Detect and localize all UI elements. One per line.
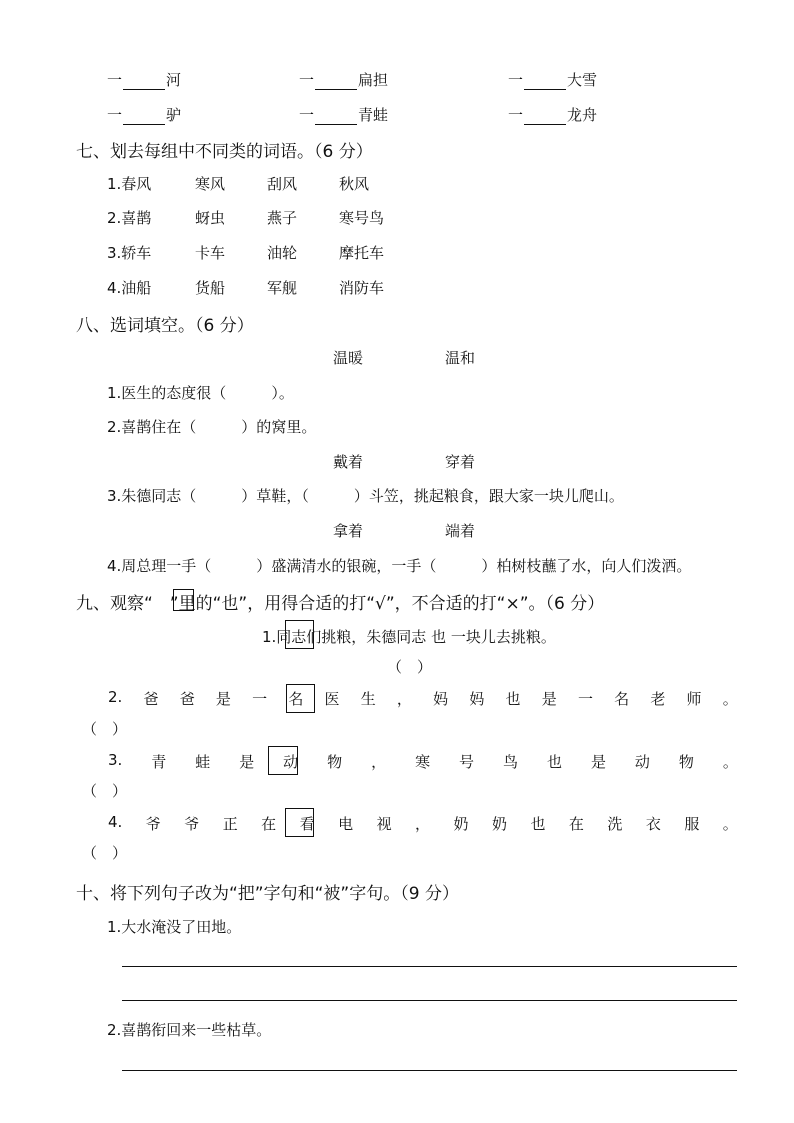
- prefix: 一: [107, 71, 123, 89]
- answer-blank[interactable]: [123, 108, 165, 125]
- sentence-char: 动: [283, 753, 299, 771]
- word-choice: 拿着: [333, 522, 364, 540]
- answer-line[interactable]: [122, 966, 737, 967]
- sentence-char: 一: [252, 690, 268, 708]
- word[interactable]: 货船: [195, 279, 226, 297]
- noun: 驴: [166, 106, 182, 124]
- highlight-box: [285, 808, 314, 837]
- highlight-box: [285, 620, 314, 649]
- sentence-char: 物: [678, 753, 694, 771]
- sentence-char: 看: [299, 815, 315, 833]
- s8-question-3[interactable]: 3.朱德同志（ ）草鞋，（ ）斗笠，挑起粮食，跟大家一块儿爬山。: [107, 487, 624, 505]
- s9-question-2: [108, 688, 738, 709]
- s9-question-3: [108, 751, 738, 772]
- word[interactable]: 寒号鸟: [339, 209, 385, 227]
- sentence-char: 是: [541, 690, 557, 708]
- sentence-char: 服: [684, 815, 700, 833]
- sentence-char: 2.: [108, 688, 123, 706]
- sentence-char: 是: [215, 690, 231, 708]
- answer-blank[interactable]: [524, 108, 566, 125]
- sentence-char: 。: [722, 690, 738, 708]
- title-box-icon: [173, 589, 194, 611]
- sentence-char: 鸟: [503, 753, 519, 771]
- sentence-char: 电: [338, 815, 354, 833]
- answer-line[interactable]: [122, 1000, 737, 1001]
- answer-blank[interactable]: [315, 73, 357, 90]
- sentence-char: 医: [324, 690, 340, 708]
- highlight-box: [268, 746, 298, 775]
- word[interactable]: 1.春风: [107, 175, 152, 193]
- word-choice: 温和: [445, 349, 476, 367]
- s8-question-2[interactable]: 2.喜鹊住在（ ）的窝里。: [107, 418, 317, 436]
- answer-blank[interactable]: [315, 108, 357, 125]
- sentence-char: 奶: [453, 815, 469, 833]
- noun: 青蛙: [358, 106, 389, 124]
- word[interactable]: 2.喜鹊: [107, 209, 152, 227]
- noun: 河: [166, 71, 182, 89]
- word[interactable]: 4.油船: [107, 279, 152, 297]
- sentence-char: 也: [530, 815, 546, 833]
- sentence-char: 名: [614, 690, 630, 708]
- sentence-char: 衣: [645, 815, 661, 833]
- sentence-char: 。: [722, 753, 738, 771]
- fill-item: [508, 69, 597, 90]
- sentence-char: 3.: [108, 751, 123, 769]
- sentence-char: 爷: [184, 815, 200, 833]
- answer-paren[interactable]: （ ）: [82, 720, 128, 738]
- fill-item: [299, 69, 388, 90]
- sentence-char: 正: [222, 815, 238, 833]
- sentence-char: 视: [376, 815, 392, 833]
- sentence-char: 也: [505, 690, 521, 708]
- prefix: 一: [299, 71, 315, 89]
- sentence-char: 妈: [433, 690, 449, 708]
- word[interactable]: 消防车: [339, 279, 385, 297]
- sentence-char: 也: [546, 753, 562, 771]
- word[interactable]: 摩托车: [339, 244, 385, 262]
- sentence-char: ，: [371, 753, 387, 771]
- s10-question-2: 2.喜鹊衔回来一些枯草。: [107, 1021, 272, 1039]
- prefix: 一: [508, 71, 524, 89]
- sentence-char: 爷: [145, 815, 161, 833]
- section-7-title: 七、划去每组中不同类的词语。（6 分）: [76, 142, 373, 162]
- answer-paren[interactable]: （ ）: [82, 782, 128, 800]
- sentence-char: 师: [686, 690, 702, 708]
- s8-question-1[interactable]: 1.医生的态度很（ ）。: [107, 384, 294, 402]
- noun: 扁担: [358, 71, 389, 89]
- noun: 龙舟: [567, 106, 598, 124]
- word[interactable]: 刮风: [267, 175, 298, 193]
- sentence-char: 动: [634, 753, 650, 771]
- sentence-char: 物: [327, 753, 343, 771]
- answer-blank[interactable]: [524, 73, 566, 90]
- sentence-char: 寒: [415, 753, 431, 771]
- word[interactable]: 3.轿车: [107, 244, 152, 262]
- sentence-char: 4.: [108, 813, 123, 831]
- word-choice: 温暖: [333, 349, 364, 367]
- fill-item: [508, 104, 597, 125]
- answer-blank[interactable]: [123, 73, 165, 90]
- s8-question-4[interactable]: 4.周总理一手（ ）盛满清水的银碗，一手（ ）柏树枝蘸了水，向人们泼洒。: [107, 557, 692, 575]
- sentence-char: 洗: [607, 815, 623, 833]
- sentence-char: 爸: [143, 690, 159, 708]
- sentence-char: 奶: [491, 815, 507, 833]
- sentence-char: 号: [459, 753, 475, 771]
- section-9-title: 九、观察“ ”里的“也”，用得合适的打“√”，不合适的打“×”。（6 分）: [76, 594, 605, 614]
- answer-paren[interactable]: （ ）: [82, 844, 128, 862]
- prefix: 一: [107, 106, 123, 124]
- sentence-char: 名: [288, 690, 304, 708]
- s10-question-1: 1.大水淹没了田地。: [107, 918, 242, 936]
- noun: 大雪: [567, 71, 598, 89]
- sentence-char: 是: [239, 753, 255, 771]
- fill-item: [107, 69, 181, 90]
- word-choice: 戴着: [333, 453, 364, 471]
- s9-question-4: [108, 813, 738, 834]
- sentence-char: 一: [577, 690, 593, 708]
- word[interactable]: 蚜虫: [195, 209, 226, 227]
- word[interactable]: 卡车: [195, 244, 226, 262]
- word[interactable]: 油轮: [267, 244, 298, 262]
- word[interactable]: 燕子: [267, 209, 298, 227]
- sentence-char: 青: [151, 753, 167, 771]
- section-8-title: 八、选词填空。（6 分）: [76, 316, 254, 336]
- sentence-char: ，: [415, 815, 431, 833]
- answer-line[interactable]: [122, 1070, 737, 1071]
- sentence-char: 。: [722, 815, 738, 833]
- section-10-title: 十、将下列句子改为“把”字句和“被”字句。（9 分）: [76, 884, 459, 904]
- word-choice: 端着: [445, 522, 476, 540]
- prefix: 一: [508, 106, 524, 124]
- sentence-char: 妈: [469, 690, 485, 708]
- answer-paren[interactable]: （ ）: [387, 658, 433, 676]
- sentence-char: 蛙: [195, 753, 211, 771]
- s9-question-1: 1.同志们挑粮，朱德同志 也 一块儿去挑粮。: [262, 628, 556, 646]
- fill-item: [107, 104, 181, 125]
- word[interactable]: 寒风: [195, 175, 226, 193]
- sentence-char: 在: [261, 815, 277, 833]
- sentence-char: 爸: [179, 690, 195, 708]
- sentence-char: 老: [650, 690, 666, 708]
- word[interactable]: 秋风: [339, 175, 370, 193]
- sentence-char: 在: [568, 815, 584, 833]
- fill-item: [299, 104, 388, 125]
- word-choice: 穿着: [445, 453, 476, 471]
- sentence-char: ，: [396, 690, 412, 708]
- sentence-char: 是: [590, 753, 606, 771]
- highlight-box: [286, 684, 315, 713]
- word[interactable]: 军舰: [267, 279, 298, 297]
- prefix: 一: [299, 106, 315, 124]
- sentence-char: 生: [360, 690, 376, 708]
